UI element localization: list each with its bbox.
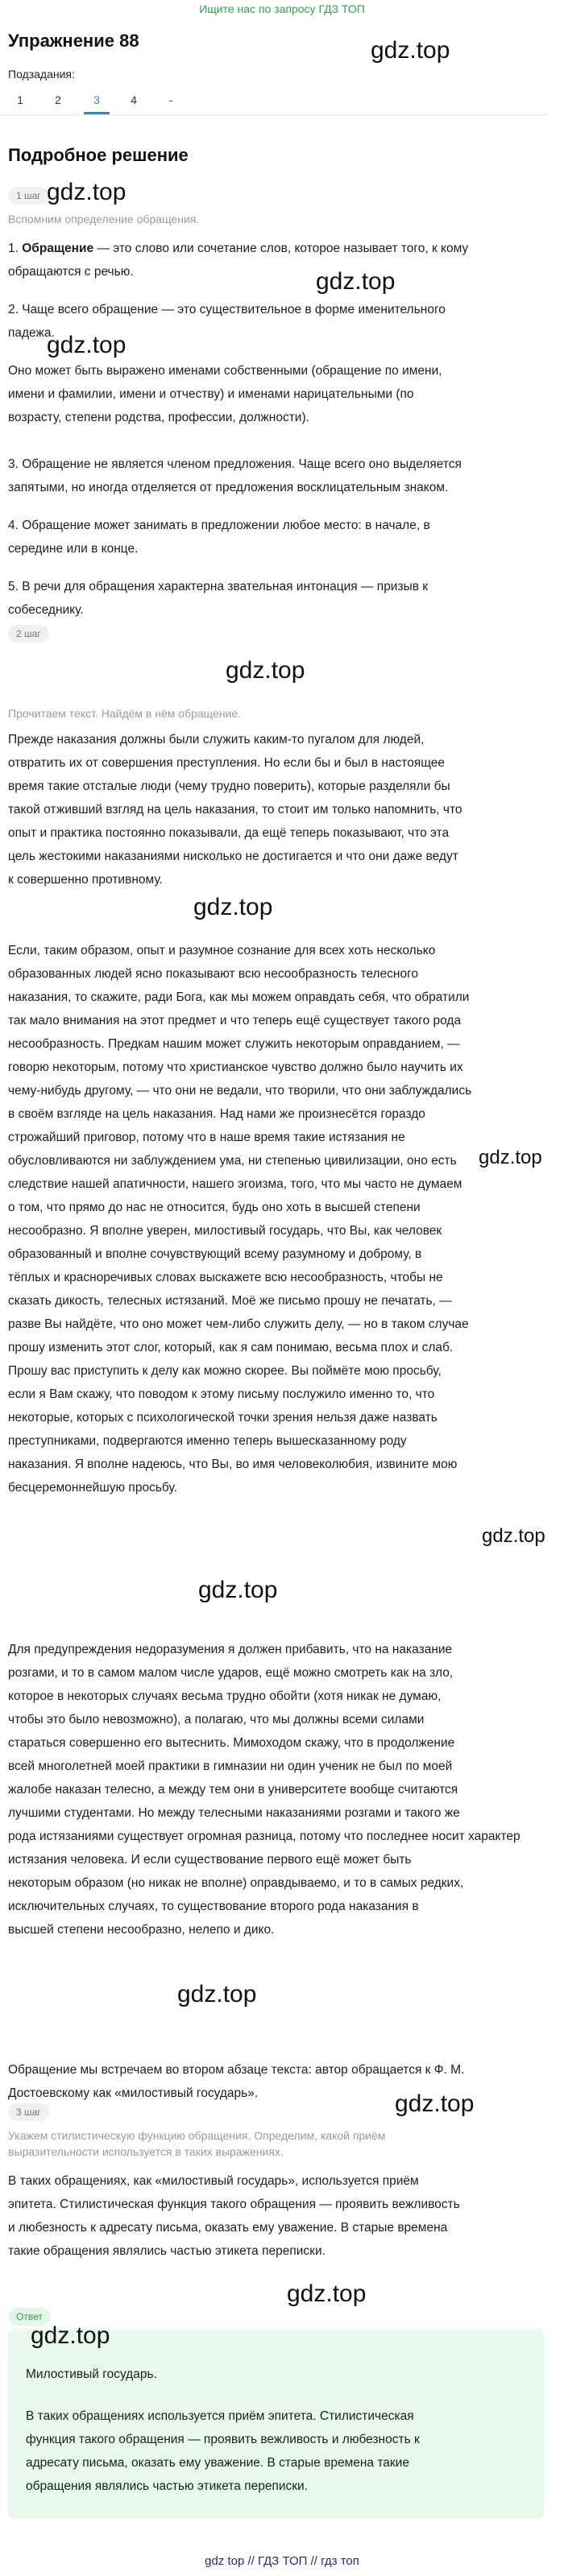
footer-link-gdz-top[interactable]: gdz top xyxy=(205,2554,245,2568)
subtask-tab-more[interactable]: - xyxy=(168,93,173,106)
step-1-paragraph-1: 1. Обращение — это слово или сочетание слов, которое называет того, к кому обращаются с речью. xyxy=(8,242,469,279)
subtasks-label: Подзадания: xyxy=(8,68,75,81)
subtasks-tabs xyxy=(0,87,548,115)
watermark: gdz.top xyxy=(31,2322,110,2349)
step-1-badge: 1 шаг xyxy=(8,187,49,205)
watermark: gdz.top xyxy=(395,2090,475,2117)
answer-line-1: Милостивый государь. xyxy=(26,2367,157,2381)
step-3-hint: Укажем стилистическую функцию обращения. Определим, какой приём выразительности используется в таких выражениях. xyxy=(8,2129,386,2158)
answer-badge: Ответ xyxy=(8,2308,51,2326)
watermark: gdz.top xyxy=(479,1147,542,1168)
step-3-text: В таких обращениях, как «милостивый государь», используется приём эпитета. Стилистическая функция такого обращения — проявить вежливость и любезность к адресату письма, оказать ему уважение. В старые времена такие обращения являлись частью этикета переписки. xyxy=(8,2174,460,2258)
watermark: gdz.top xyxy=(47,332,126,358)
step-3-badge: 3 шаг xyxy=(8,2103,49,2121)
step-1-paragraph-5: 4. Обращение может занимать в предложении любое место: в начале, в середине или в конце. xyxy=(8,519,430,556)
footer-separator: // xyxy=(307,2554,321,2568)
step-2-badge: 2 шаг xyxy=(8,625,49,643)
active-tab-indicator xyxy=(84,112,110,114)
watermark: gdz.top xyxy=(482,1525,545,1547)
watermark: gdz.top xyxy=(226,657,305,684)
step-2-hint: Прочитаем текст. Найдём в нём обращение. xyxy=(8,707,242,720)
step-2-text-paragraph-1: Прежде наказания должны были служить каким-то пугалом для людей, отвратить их от совершения преступления. Но если бы и был в настоящее время такие отсталые люди (чему трудно поверить), которые разделяли бы такой отживший взгляд на цель наказания, то стоит им только напомнить, что опыт и практика постоянно показывали, да ещё теперь показывают, что эта цель жестокими наказаниями нисколько не достигается и что они даже ведут к совершенно противному. xyxy=(8,733,462,887)
watermark: gdz.top xyxy=(47,179,126,205)
watermark: gdz.top xyxy=(198,1577,278,1603)
term-obrashchenie: Обращение xyxy=(22,242,94,255)
footer-separator: // xyxy=(244,2554,258,2568)
watermark: gdz.top xyxy=(316,268,396,295)
step-2-text-paragraph-2: Если, таким образом, опыт и разумное сознание для всех хоть несколько образованных людей ясно показывают всю несообразность телесного наказания, то скажите, ради Бога, как мы можем оправдать себя, что обратили так мало внимания на этот предмет и что теперь ещё существует такого рода несообразность. Предкам нашим может служить некоторым оправданием, — говорю некоторым, потому что христианское чувство должно было научить их чему-нибудь другому, — что они не ведали, что творили, что они заблуждались в своём взгляде на цель наказания. Над нами же произнесётся гораздо строжайший приговор, потому что в наше время такие истязания не обусловливаются ни заблуждением ума, ни степенью цивилизации, оно есть следствие нашей апатичности, нашего эгоизма, того, что мы часто не думаем о том, что прямо до нас не относится, будь оно хоть в высшей степени несообразно. Я вполне уверен, милостивый государь, что Вы, как человек образованный и вполне сочувствующий всему разумному и доброму, в тёплых и красноречивых словах выскажете всю несообразность, чтобы не сказать дикость, телесных истязаний. Моё же письмо прошу не печатать, — разве Вы найдёте, что оно может чем-либо служить делу, — но в таком случае прошу изменить этот слог, который, как я сам понимаю, весьма плох и слаб. Прошу вас приступить к делу как можно скорее. Вы поймёте мою просьбу, если я Вам скажу, что поводом к этому письму послужило именно то, что некоторые, которых с психологической точки зрения нельзя даже назвать преступниками, подвергаются именно теперь вышесказанному роду наказания. Я вполне надеюсь, что Вы, во имя человеколюбия, извините мою бесцеремоннейшую просьбу. xyxy=(8,944,472,1495)
step-1-hint: Вспомним определение обращения. xyxy=(8,213,200,225)
watermark: gdz.top xyxy=(193,894,273,920)
step-1-paragraph-2: 2. Чаще всего обращение — это существительное в форме именительного падежа. xyxy=(8,303,446,340)
footer-links xyxy=(0,2554,564,2568)
subtask-tab-1[interactable]: 1 xyxy=(17,93,23,106)
watermark: gdz.top xyxy=(371,37,450,64)
step-1-paragraph-3: Оно может быть выражено именами собственными (обращение по имени, имени и фамилии, имени и отчеству) и именами нарицательными (по возрасту, степени родства, профессии, должности). xyxy=(8,364,442,424)
step-2-text-paragraph-3: Для предупреждения недоразумения я должен прибавить, что на наказание розгами, и то в самом малом числе ударов, ещё можно смотреть как на зло, которое в некоторых случаях весьма трудно обойти (хотя никак не думаю, чтобы это было невозможно), а полагаю, что мы должны всеми силами стараться совершенно его вытеснить. Мимоходом скажу, что в продолжение всей многолетней моей практики в гимназии ни один ученик не был по моей жалобе наказан телесно, а между тем они в университете вообще считаются лучшими студентами. Но между телесными наказаниями розгами и такого же рода истязаниями существует огромная разница, потому что последнее носит характер истязания человека. И если существование первого ещё может быть некоторым образом (но никак не вполне) оправдываемо, и то в самых редких, исключительных случаях, то существование второго рода наказания в высшей степени несообразно, нелепо и дико. xyxy=(8,1643,520,1937)
subtask-tab-2[interactable]: 2 xyxy=(55,93,61,106)
footer-link-gdz-top-upper[interactable]: ГДЗ ТОП xyxy=(258,2554,308,2568)
step-2-conclusion: Обращение мы встречаем во втором абзаце текста: автор обращается к Ф. М. Достоевскому как «милостивый государь». xyxy=(8,2063,465,2100)
section-title: Подробное решение xyxy=(8,145,189,165)
watermark: gdz.top xyxy=(177,1981,257,2007)
footer-link-gdz-top-lower[interactable]: гдз топ xyxy=(321,2554,359,2568)
watermark: gdz.top xyxy=(287,2280,367,2307)
subtask-tab-4[interactable]: 4 xyxy=(131,93,137,106)
answer-text: В таких обращениях используется приём эпитета. Стилистическая функция такого обращения — проявить вежливость и любезность к адресату письма, оказать ему уважение. В старые времена такие обращения являлись частью этикета переписки. xyxy=(26,2409,420,2493)
step-1-paragraph-6: 5. В речи для обращения характерна звательная интонация — призыв к собеседнику. xyxy=(8,580,429,617)
subtask-tab-3[interactable]: 3 xyxy=(93,93,100,106)
step-1-paragraph-4: 3. Обращение не является членом предложения. Чаще всего оно выделяется запятыми, но иногда отделяется от предложения восклицательным знаком. xyxy=(8,457,462,494)
page-title: Упражнение 88 xyxy=(8,31,139,51)
search-banner[interactable]: Ищите нас по запросу ГДЗ ТОП xyxy=(199,2,365,15)
